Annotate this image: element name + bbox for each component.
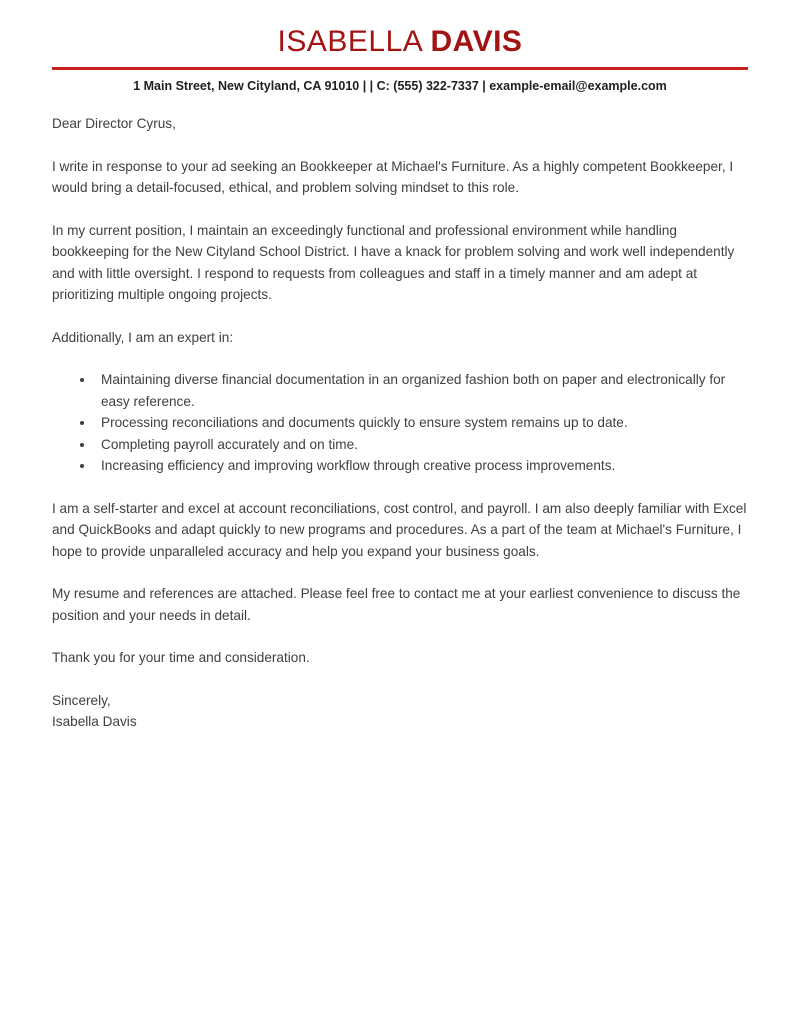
candidate-name bbox=[52, 24, 748, 60]
header-divider-line bbox=[52, 67, 748, 70]
letter-header bbox=[52, 24, 748, 93]
paragraph-resume: My resume and references are attached. Please feel free to contact me at your earliest convenience to discuss the position and your needs in detail. bbox=[52, 586, 741, 623]
paragraph-current-position: In my current position, I maintain an exceedingly functional and professional environment while handling bookkeeping for the New Cityland School District. I have a knack for problem solving and work well independently and with little oversight. I respond to requests from colleagues and staff in a timely manner and am adept at prioritizing multiple ongoing projects. bbox=[52, 222, 735, 302]
salutation: Dear Director Cyrus, bbox=[52, 116, 176, 131]
candidate-last-name: DAVIS bbox=[430, 25, 523, 58]
signature-name: Isabella Davis bbox=[52, 714, 137, 729]
candidate-first-name: ISABELLA bbox=[277, 25, 422, 58]
paragraph-skills: I am a self-starter and excel at account reconciliations, cost control, and payroll. I am also deeply familiar with Excel and QuickBooks and adapt quickly to new programs and procedures. As a part of the team at Michael's Furniture, I hope to provide unparalleled accuracy and help you expand your business goals. bbox=[52, 500, 747, 559]
bullet-item: • Maintaining diverse financial documentation in an organized fashion both on paper and electronically for easy reference. bbox=[95, 369, 748, 412]
paragraph-intro: I write in response to your ad seeking an Bookkeeper at Michael's Furniture. As a highly competent Bookkeeper, I would bring a detail-focused, ethical, and problem solving mindset to this role. bbox=[52, 158, 734, 195]
bullet-item: • Increasing efficiency and improving workflow through creative process improvements. bbox=[95, 455, 748, 477]
letter-body bbox=[52, 113, 748, 733]
expert-intro: Additionally, I am an expert in: bbox=[52, 329, 234, 345]
bullet-item: • Processing reconciliations and documents quickly to ensure system remains up to date. bbox=[95, 412, 748, 434]
valediction: Sincerely, bbox=[52, 692, 111, 708]
expertise-bullet-list bbox=[75, 369, 748, 477]
paragraph-thanks: Thank you for your time and consideration. bbox=[52, 650, 310, 665]
bullet-item: • Completing payroll accurately and on time. bbox=[95, 434, 748, 456]
contact-info: 1 Main Street, New Cityland, CA 91010 | | C: (555) 322-7337 | example-email@example.com bbox=[133, 79, 667, 93]
